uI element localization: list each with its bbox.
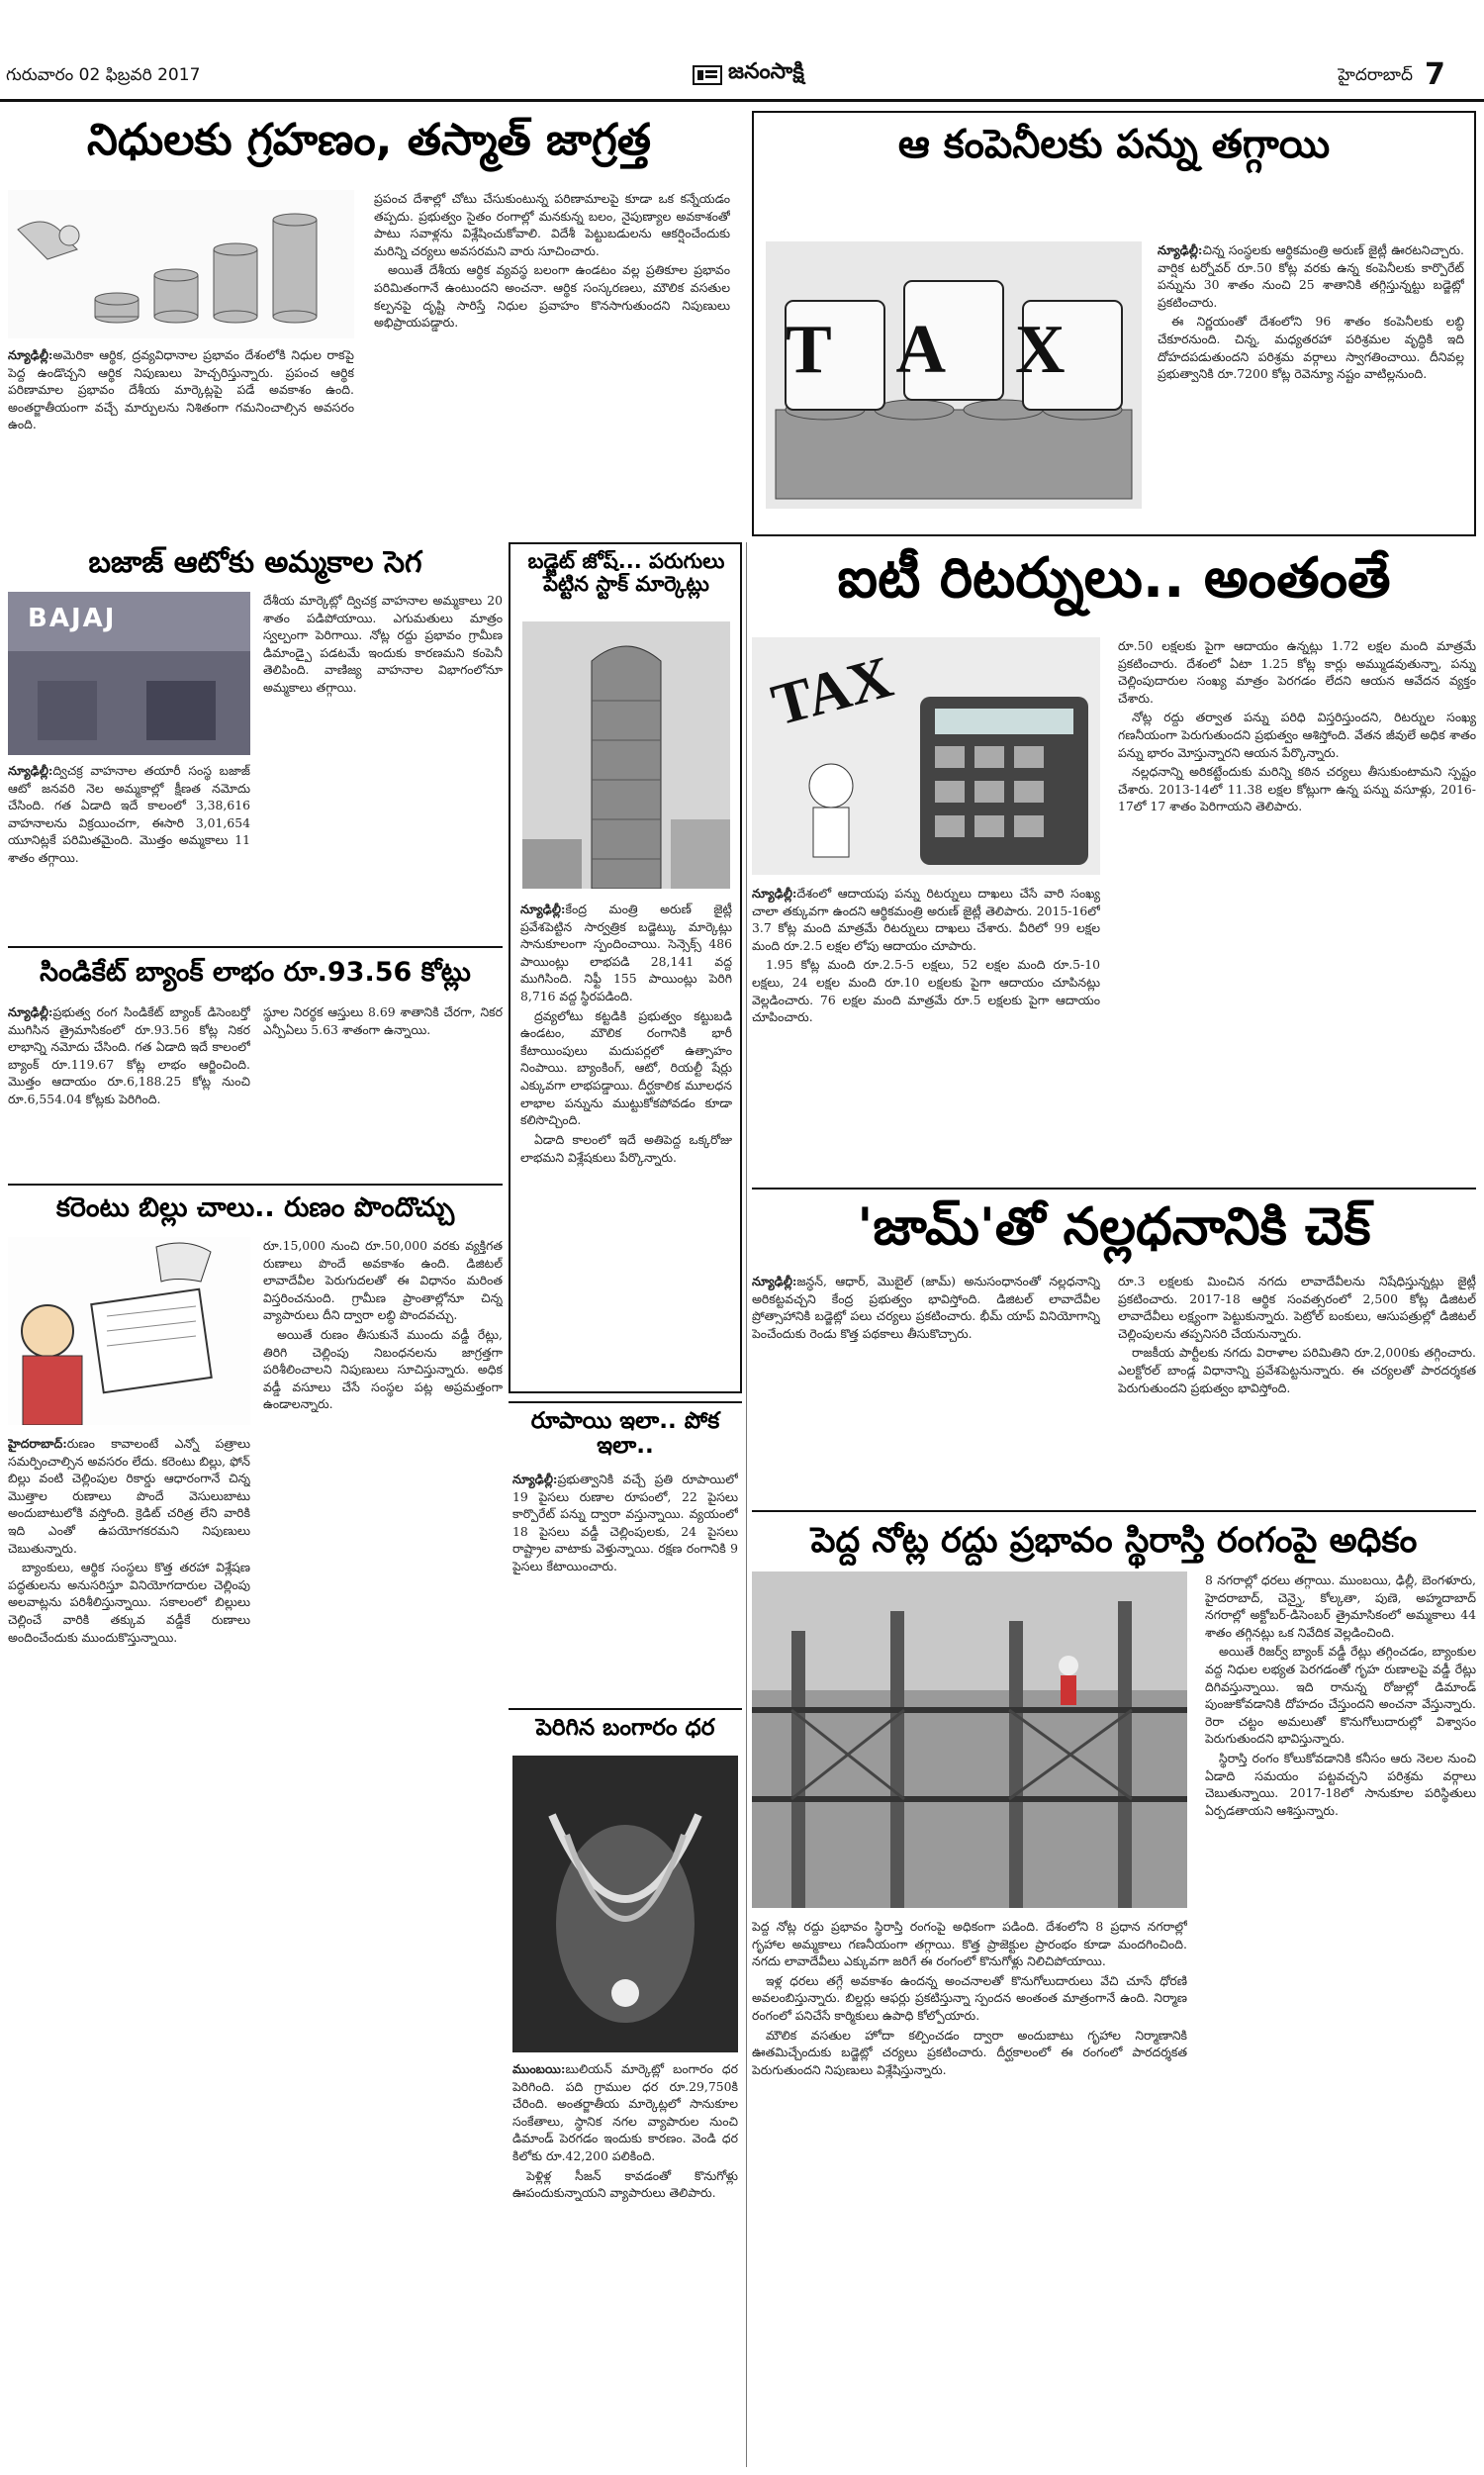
headline: బడ్జెట్ జోష్... పరుగులు పెట్టిన స్టాక్ మార్కెట్లు xyxy=(527,549,725,597)
bajaj-logo-text: BAJAJ xyxy=(28,604,117,633)
divider xyxy=(509,1401,742,1403)
dateline: న్యూఢిల్లీ: xyxy=(8,1004,53,1019)
realestate-body-left: పెద్ద నోట్ల రద్దు ప్రభావం స్థిరాస్తి రంగంపై అధికంగా పడింది. దేశంలోని 8 ప్రధాన నగరాల్లో గృహాల అమ్మకాలు గణనీయంగా తగ్గాయి. కొత్త ప్రాజెక్టుల ప్రారంభం కూడా మందగించింది. నగదు లావాదేవీలు ఎక్కువగా జరిగే ఈ రంగంలో కొనుగోళ్లు నిలిచిపోయాయి. ఇళ్ల ధరలు తగ్గే అవకాశం ఉందన్న అంచనాలతో కొనుగోలుదారులు వేచి చూసే ధోరణి అవలంబిస్తున్నారు. బిల్డర్లు ఆఫర్లు ప్రకటిస్తున్నా స్పందన అంతంత మాత్రంగానే ఉంది. నిర్మాణ రంగంలో పనిచేసే కార్మికులు ఉపాధి కోల్పోయారు. మౌలిక వసతుల హోదా కల్పించడం ద్వారా అందుబాటు గృహాల నిర్మాణానికి ఊతమిచ్చేందుకు బడ్జెట్లో చర్యలు ప్రకటించారు. దీర్ఘకాలంలో ఈ రంగంలో పారదర్శకత పెరుగుతుందని నిపుణులు విశ్లేషిస్తున్నారు. xyxy=(752,1919,1187,2077)
syndicate-body-right: స్థూల నిరర్థక ఆస్తులు 8.69 శాతానికి చేరగా, నికర ఎన్పీఏలు 5.63 శాతంగా ఉన్నాయి. xyxy=(263,1004,503,1037)
rupee-body: న్యూఢిల్లీ:ప్రభుత్వానికి వచ్చే ప్రతి రూపాయిలో 19 పైసలు రుణాల రూపంలో, 22 పైసలు కార్పొరేట్ పన్ను ద్వారా వస్తున్నాయి. వ్యయంలో 18 పైసలు వడ్డీ చెల్లింపులకు, 24 పైసలు రాష్ట్రాల వాటాకు వెళ్తున్నాయి. రక్షణ రంగానికి 9 పైసలు కేటాయించారు. xyxy=(512,1472,738,1574)
masthead-rule xyxy=(0,99,1484,102)
tax-graphic-text: TAX xyxy=(765,643,899,738)
dateline: న్యూఢిల్లీ: xyxy=(752,1274,797,1288)
divider xyxy=(752,1510,1476,1512)
coins-illustration xyxy=(8,190,354,338)
divider xyxy=(509,1708,742,1710)
it-returns-body-right: రూ.50 లక్షలకు పైగా ఆదాయం ఉన్నట్లు 1.72 లక్షల మంది మాత్రమే ప్రకటించారు. దేశంలో ఏటా 1.25 కోట్ల కార్లు అమ్ముడవుతున్నా, పన్ను చెల్లింపుదారుల సంఖ్య మాత్రం పెరగడం లేదని ఆయన ఆవేదన వ్యక్తం చేశారు. నోట్ల రద్దు తర్వాత పన్ను పరిధి విస్తరిస్తుందని, రిటర్నుల సంఖ్య గణనీయంగా పెరుగుతుందని ప్రభుత్వం ఆశిస్తోంది. వేతన జీవులే అధిక శాతం పన్ను భారం మోస్తున్నారని ఆయన పేర్కొన్నారు. నల్లధనాన్ని అరికట్టేందుకు మరిన్ని కఠిన చర్యలు తీసుకుంటామని స్పష్టం చేశారు. 2013-14లో 11.38 లక్షల కోట్లుగా ఉన్న పన్ను వసూళ్లు, 2016-17లో 17 శాతం పెరిగాయని తెలిపారు. xyxy=(1118,638,1476,814)
headline: సిండికేట్ బ్యాంక్ లాభం రూ.93.56 కోట్లు xyxy=(40,957,471,988)
current-bill-body-left: హైదరాబాద్:రుణం కావాలంటే ఎన్నో పత్రాలు సమర్పించాల్సిన అవసరం లేదు. కరెంటు బిల్లు, ఫోన్ బిల్లు వంటి చెల్లింపుల రికార్డు ఆధారంగానే చిన్న మొత్తాల రుణాలు పొందే వెసులుబాటు అందుబాటులోకి వస్తోంది. క్రెడిట్ చరిత్ర లేని వారికి ఇది ఎంతో ఉపయోగకరమని నిపుణులు చెబుతున్నారు. బ్యాంకులు, ఆర్థిక సంస్థలు కొత్త తరహా విశ్లేషణ పద్ధతులను అనుసరిస్తూ వినియోగదారుల చెల్లింపు అలవాట్లను పరిశీలిస్తున్నాయి. సకాలంలో బిల్లులు చెల్లించే వారికి తక్కువ వడ్డీకే రుణాలు అందించేందుకు ముందుకొస్తున్నాయి. xyxy=(8,1436,250,1645)
cartoon-photo xyxy=(8,1237,250,1425)
jewellery-illustration xyxy=(512,1756,738,2052)
headline: పెద్ద నోట్ల రద్దు ప్రభావం స్థిరాస్తి రంగంపై అధికం xyxy=(810,1521,1418,1561)
headline: ఆ కంపెనీలకు పన్ను తగ్గాయి xyxy=(897,122,1331,167)
masthead-date: గురువారం 02 ఫిబ్రవరి 2017 xyxy=(6,65,201,85)
headline: పెరిగిన బంగారం ధర xyxy=(535,1715,715,1741)
dateline: న్యూఢిల్లీ: xyxy=(8,347,53,362)
brand-logo-icon xyxy=(693,62,722,86)
article-rupee xyxy=(509,1405,742,1702)
article-syndicate xyxy=(8,952,503,1180)
stock-exchange-illustration xyxy=(522,621,730,889)
coins-photo xyxy=(8,190,354,338)
article-realestate xyxy=(752,1516,1476,2466)
column-divider xyxy=(746,542,747,2467)
construction-photo xyxy=(752,1571,1187,1908)
masthead-brand xyxy=(693,59,831,89)
headline: ఐటీ రిటర్నులు.. అంతంతే xyxy=(837,546,1391,611)
headline: నిధులకు గ్రహణం, తస్మాత్ జాగ్రత్త xyxy=(87,115,651,165)
dateline: ముంబయి: xyxy=(512,2061,566,2076)
dateline: న్యూఢిల్లీ: xyxy=(1158,242,1203,257)
article-budget-jolt xyxy=(509,542,742,1393)
dateline: హైదరాబాద్: xyxy=(8,1436,67,1451)
jam-body-left: న్యూఢిల్లీ:జన్ధన్, ఆధార్, మొబైల్ (జామ్) అనుసంధానంతో నల్లధనాన్ని అరికట్టవచ్చని కేంద్ర ప్రభుత్వం భావిస్తోంది. డిజిటల్ లావాదేవీల ప్రోత్సాహానికి బడ్జెట్లో పలు చర్యలు ప్రకటించారు. భీమ్ యాప్ వినియోగాన్ని పెంచేందుకు రెండు కొత్త పథకాలు తీసుకొచ్చారు. xyxy=(752,1274,1100,1341)
gold-body: ముంబయి:బులియన్ మార్కెట్లో బంగారం ధర పెరిగింది. పది గ్రాముల ధర రూ.29,750కి చేరింది. అంతర్జాతీయ మార్కెట్లలో సానుకూల సంకేతాలు, స్థానిక నగల వ్యాపారుల నుంచి డిమాండ్ పెరగడం ఇందుకు కారణం. వెండి ధర కిలోకు రూ.42,200 పలికింది. పెళ్లిళ్ల సీజన్ కావడంతో కొనుగోళ్లు ఊపందుకున్నాయని వ్యాపారులు తెలిపారు. xyxy=(512,2061,738,2201)
dateline: న్యూఢిల్లీ: xyxy=(752,886,797,901)
dateline: న్యూఢిల్లీ: xyxy=(520,902,566,916)
budget-jolt-body: న్యూఢిల్లీ:కేంద్ర మంత్రి అరుణ్ జైట్లీ ప్రవేశపెట్టిన సార్వత్రిక బడ్జెట్కు మార్కెట్లు సానుకూలంగా స్పందించాయి. సెన్సెక్స్ 486 పాయింట్లు లాభపడి 28,141 వద్ద ముగిసింది. నిఫ్టీ 155 పాయింట్లు పెరిగి 8,716 వద్ద స్థిరపడింది. ద్రవ్యలోటు కట్టడికి ప్రభుత్వం కట్టుబడి ఉండటం, మౌలిక రంగానికి భారీ కేటాయింపులు మదుపర్లలో ఉత్సాహం నింపాయి. బ్యాంకింగ్, ఆటో, రియల్టీ షేర్లు ఎక్కువగా లాభపడ్డాయి. దీర్ఘకాలిక మూలధన లాభాల పన్నును ముట్టుకోకపోవడం కూడా కలిసొచ్చింది. ఏడాది కాలంలో ఇదే అతిపెద్ద ఒక్కరోజు లాభమని విశ్లేషకులు పేర్కొన్నారు. xyxy=(520,902,732,1165)
syndicate-body-left: న్యూఢిల్లీ:ప్రభుత్వ రంగ సిండికేట్ బ్యాంక్ డిసెంబర్తో ముగిసిన త్రైమాసికంలో రూ.93.56 కోట్ల నికర లాభాన్ని నమోదు చేసింది. గత ఏడాది ఇదే కాలంలో బ్యాంక్ రూ.119.67 కోట్ల లాభం ఆర్జించింది. మొత్తం ఆదాయం రూ.6,188.25 కోట్ల నుంచి రూ.6,554.04 కోట్లకు పెరిగింది. xyxy=(8,1004,250,1107)
construction-illustration xyxy=(752,1571,1187,1908)
dateline: న్యూఢిల్లీ: xyxy=(512,1472,558,1486)
brand-name: జనంసాక్షి xyxy=(728,59,804,84)
article-nidhulu xyxy=(8,111,730,536)
tax-dice-letters: TAX xyxy=(786,312,1135,388)
divider xyxy=(8,946,503,948)
jewellery-photo xyxy=(512,1756,738,2052)
headline: బజాజ్ ఆటోకు అమ్మకాల సెగ xyxy=(88,545,422,580)
nidhulu-body-left: న్యూఢిల్లీ:అమెరికా ఆర్థిక, ద్రవ్యవిధానాల ప్రభావం దేశంలోకి నిధుల రాకపై పెద్ద ఉండొచ్చని ఆర్థిక నిపుణులు హెచ్చరిస్తున్నారు. ప్రపంచ ఆర్థిక పరిణామాల ప్రభావం దేశీయ మార్కెట్లపై పడే అవకాశం ఉంది. అంతర్జాతీయంగా వచ్చే మార్పులను నిశితంగా గమనించాల్సిన అవసరం ఉంది. xyxy=(8,347,354,432)
bajaj-body-left: న్యూఢిల్లీ:ద్విచక్ర వాహనాల తయారీ సంస్థ బజాజ్ ఆటో జనవరి నెల అమ్మకాల్లో క్షీణత నమోదు చేసింది. గత ఏడాది ఇదే కాలంలో 3,38,616 వాహనాలను విక్రయించగా, ఈసారి 3,01,654 యూనిట్లకే పరిమితమైంది. మొత్తం అమ్మకాలు 11 శాతం తగ్గాయి. xyxy=(8,763,250,866)
divider xyxy=(752,1188,1476,1190)
stock-exchange-photo xyxy=(522,621,730,889)
masthead-city: హైదరాబాద్ xyxy=(1338,65,1413,85)
tax-calculator-photo xyxy=(752,637,1100,875)
headline: 'జామ్'తో నల్లధనానికి చెక్ xyxy=(857,1197,1371,1257)
article-jam xyxy=(752,1193,1476,1510)
article-bajaj xyxy=(8,542,503,938)
article-gold xyxy=(509,1712,742,2464)
cartoon-illustration xyxy=(8,1237,250,1425)
article-current-bill xyxy=(8,1188,503,2464)
nidhulu-body-right: ప్రపంచ దేశాల్లో చోటు చేసుకుంటున్న పరిణామాలపై కూడా ఒక కన్నేయడం తప్పదు. ప్రభుత్వం సైతం రంగాల్లో మనకున్న బలం, నైపుణ్యాల అవకాశంతో పాటు సవాళ్లను విశ్లేషించుకోవాలి. విదేశీ పెట్టుబడులను ఆకర్షించేందుకు మరిన్ని చర్యలు అవసరమని వారు సూచించారు. అయితే దేశీయ ఆర్థిక వ్యవస్థ బలంగా ఉండటం వల్ల ప్రతికూల ప్రభావం పరిమితంగానే ఉంటుందని అంచనా. ఆర్థిక సంస్కరణలు, మౌలిక వసతుల కల్పనపై దృష్టి సారిస్తే నిధుల ప్రవాహం కొనసాగుతుందని నిపుణులు అభిప్రాయపడ్డారు. xyxy=(374,191,730,331)
it-returns-body-left: న్యూఢిల్లీ:దేశంలో ఆదాయపు పన్ను రిటర్నులు దాఖలు చేసే వారి సంఖ్య చాలా తక్కువగా ఉందని ఆర్థికమంత్రి అరుణ్ జైట్లీ తెలిపారు. 2015-16లో 3.7 కోట్ల మంది మాత్రమే రిటర్నులు దాఖలు చేశారు. వీరిలో 99 లక్షల మంది రూ.2.5 లక్షల లోపు ఆదాయం చూపారు. 1.95 కోట్ల మంది రూ.2.5-5 లక్షలు, 52 లక్షల మంది రూ.5-10 లక్షలు, 24 లక్షల మంది రూ.10 లక్షలకు పైగా ఆదాయం చూపినట్లు వెల్లడించారు. 76 లక్షల మంది మాత్రమే రూ.5 లక్షలకు పైగా ఆదాయం చూపించారు. xyxy=(752,886,1100,1025)
headline: కరెంటు బిల్లు చాలు.. రుణం పొందొచ్చు xyxy=(55,1192,455,1223)
tax-dice-photo xyxy=(766,241,1142,509)
jam-body-right: రూ.3 లక్షలకు మించిన నగదు లావాదేవీలను నిషేధిస్తున్నట్లు జైట్లీ ప్రకటించారు. 2017-18 ఆర్థిక సంవత్సరంలో 2,500 కోట్ల డిజిటల్ లావాదేవీలు లక్ష్యంగా పెట్టుకున్నారు. పెట్రోల్ బంకులు, ఆసుపత్రుల్లో డిజిటల్ చెల్లింపులను తప్పనిసరి చేయనున్నారు. రాజకీయ పార్టీలకు నగదు విరాళాల పరిమితిని రూ.2,000కు తగ్గించారు. ఎలక్టోరల్ బాండ్ల విధానాన్ని ప్రవేశపెట్టనున్నారు. ఈ చర్యలతో పారదర్శకత పెరుగుతుందని ప్రభుత్వం భావిస్తోంది. xyxy=(1118,1274,1476,1395)
bajaj-body-right: దేశీయ మార్కెట్లో ద్విచక్ర వాహనాల అమ్మకాలు 20 శాతం పడిపోయాయి. ఎగుమతులు మాత్రం స్వల్పంగా పెరిగాయి. నోట్ల రద్దు ప్రభావం గ్రామీణ డిమాండ్పై పడటమే ఇందుకు కారణమని కంపెనీ తెలిపింది. వాణిజ్య వాహనాల విభాగంలోనూ అమ్మకాలు తగ్గాయి. xyxy=(263,593,503,696)
dateline: న్యూఢిల్లీ: xyxy=(8,763,53,778)
current-bill-body-right: రూ.15,000 నుంచి రూ.50,000 వరకు వ్యక్తిగత రుణాలు పొందే అవకాశం ఉంది. డిజిటల్ లావాదేవీల పెరుగుదలతో ఈ విధానం మరింత విస్తరించనుంది. గ్రామీణ ప్రాంతాల్లోనూ చిన్న వ్యాపారులు దీని ద్వారా లబ్ధి పొందవచ్చు. అయితే రుణం తీసుకునే ముందు వడ్డీ రేట్లు, తిరిగి చెల్లింపు నిబంధనలను జాగ్రత్తగా పరిశీలించాలని నిపుణులు సూచిస్తున్నారు. అధిక వడ్డీ వసూలు చేసే సంస్థల పట్ల అప్రమత్తంగా ఉండాలన్నారు. xyxy=(263,1238,503,1412)
article-it-returns xyxy=(752,542,1476,1186)
bajaj-photo xyxy=(8,592,250,755)
tax-body: న్యూఢిల్లీ:చిన్న సంస్థలకు ఆర్థికమంత్రి అరుణ్ జైట్లీ ఊరటనిచ్చారు. వార్షిక టర్నోవర్ రూ.50 కోట్ల వరకు ఉన్న కంపెనీలకు కార్పొరేట్ పన్నును 30 శాతం నుంచి 25 శాతానికి తగ్గిస్తున్నట్టు బడ్జెట్లో ప్రకటించారు. ఈ నిర్ణయంతో దేశంలోని 96 శాతం కంపెనీలకు లబ్ధి చేకూరనుంది. చిన్న, మధ్యతరహా పరిశ్రమల వృద్ధికి ఇది దోహదపడుతుందని పరిశ్రమ వర్గాలు స్వాగతించాయి. దీనివల్ల ప్రభుత్వానికి రూ.7200 కోట్ల రెవెన్యూ నష్టం వాటిల్లనుంది. xyxy=(1158,242,1464,382)
divider xyxy=(8,1184,503,1186)
realestate-body-right: 8 నగరాల్లో ధరలు తగ్గాయి. ముంబయి, ఢిల్లీ, బెంగళూరు, హైదరాబాద్, చెన్నై, కోల్కతా, పుణె, అహ్మదాబాద్ నగరాల్లో అక్టోబర్-డిసెంబర్ త్రైమాసికంలో అమ్మకాలు 44 శాతం తగ్గినట్లు ఒక నివేదిక వెల్లడించింది. అయితే రిజర్వ్ బ్యాంక్ వడ్డీ రేట్లు తగ్గించడం, బ్యాంకుల వద్ద నిధుల లభ్యత పెరగడంతో గృహ రుణాలపై వడ్డీ రేట్లు దిగివస్తున్నాయి. ఇది రానున్న రోజుల్లో డిమాండ్ పుంజుకోవడానికి దోహదం చేస్తుందని అంచనా వేస్తున్నారు. రెరా చట్టం అమలుతో కొనుగోలుదారుల్లో విశ్వాసం పెరుగుతుందని భావిస్తున్నారు. స్థిరాస్తి రంగం కోలుకోవడానికి కనీసం ఆరు నెలల నుంచి ఏడాది సమయం పట్టవచ్చని పరిశ్రమ వర్గాలు చెబుతున్నాయి. 2017-18లో సానుకూల పరిస్థితులు ఏర్పడతాయని ఆశిస్తున్నారు. xyxy=(1205,1572,1476,1818)
headline: రూపాయి ఇలా.. పోక ఇలా.. xyxy=(530,1408,720,1460)
article-tax xyxy=(752,111,1476,536)
page-number: 7 xyxy=(1425,57,1445,92)
